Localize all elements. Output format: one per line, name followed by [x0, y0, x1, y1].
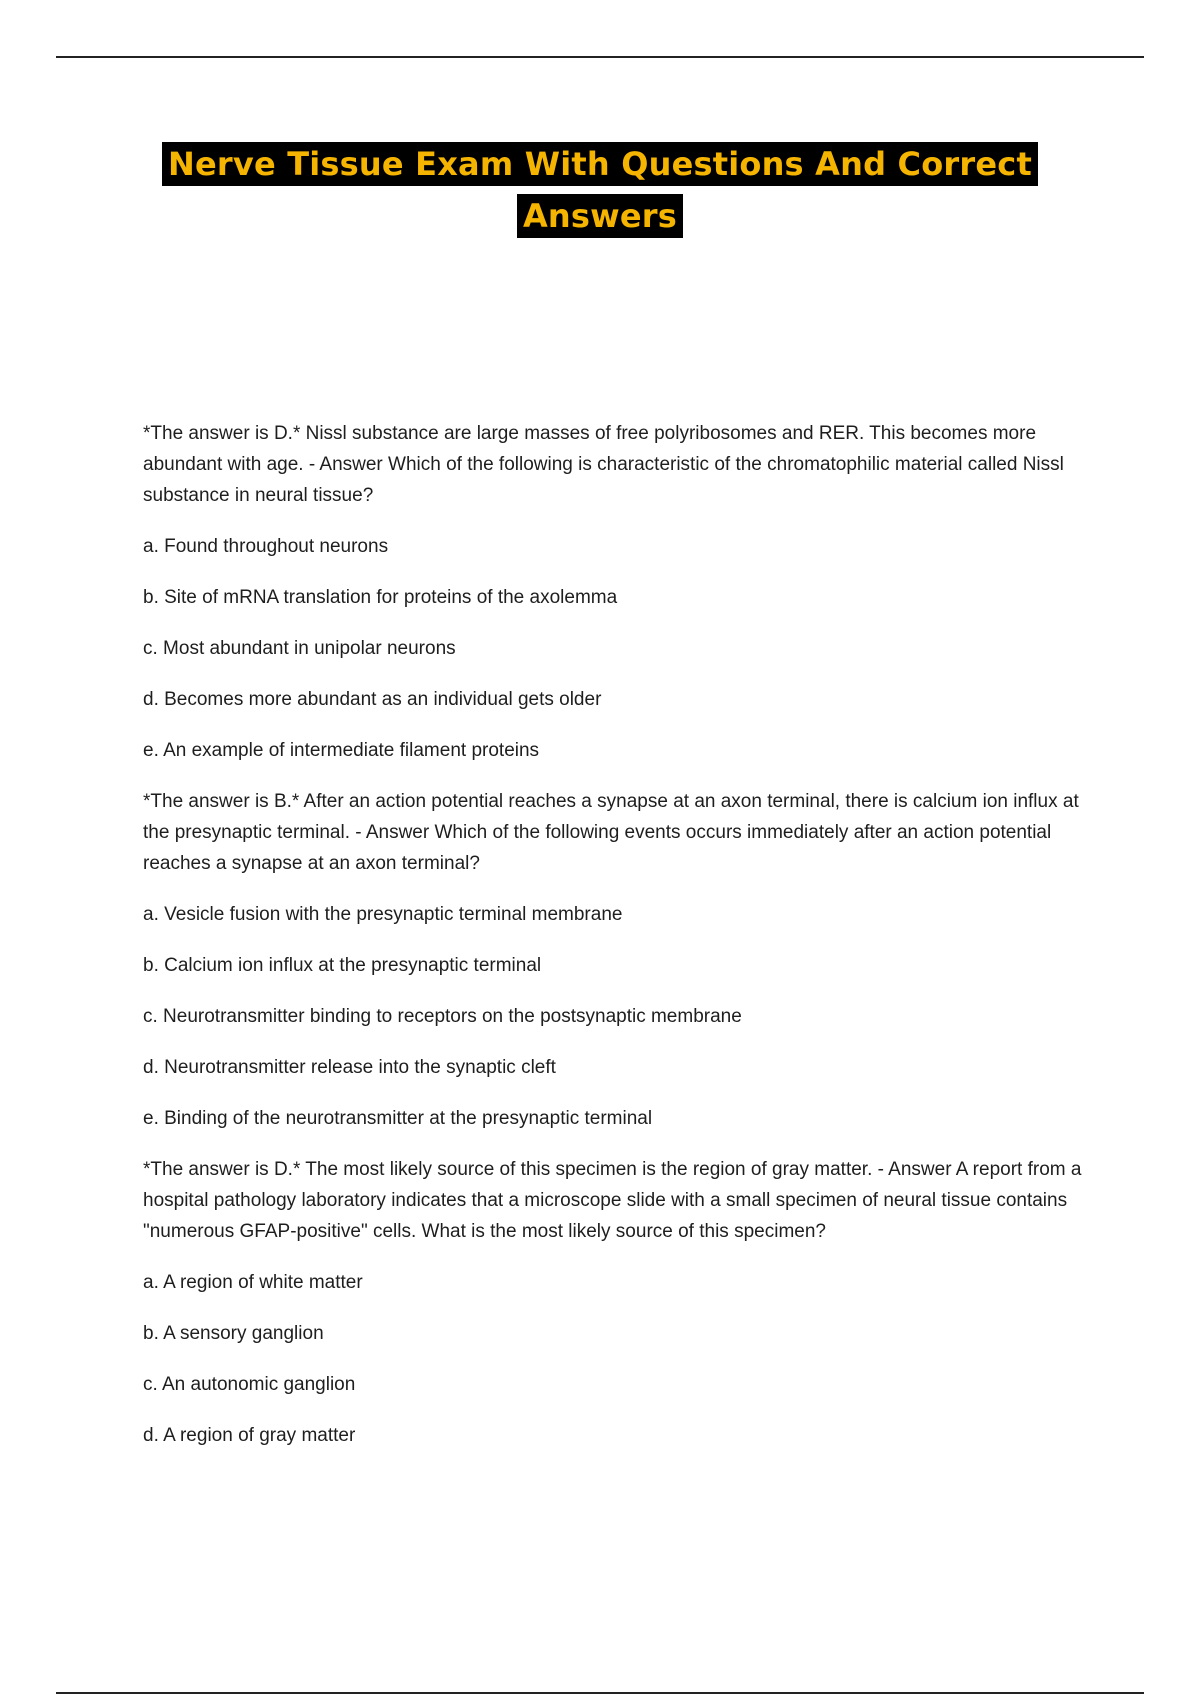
- answer-option: a. Vesicle fusion with the presynaptic terminal membrane: [143, 904, 623, 925]
- answer-option: b. Calcium ion influx at the presynaptic terminal: [143, 955, 542, 976]
- answer-option: c. Most abundant in unipolar neurons: [143, 638, 456, 659]
- answer-option: c. Neurotransmitter binding to receptors on the postsynaptic membrane: [143, 1006, 742, 1027]
- answer-option: e. An example of intermediate filament proteins: [143, 740, 540, 761]
- question-block-2: [143, 786, 1083, 1134]
- answer-option: d. Becomes more abundant as an individual gets older: [143, 689, 602, 710]
- answer-option: d. A region of gray matter: [143, 1425, 356, 1446]
- document-body: [143, 418, 1083, 1471]
- answer-option: b. Site of mRNA translation for proteins of the axolemma: [143, 587, 618, 608]
- answer-option: d. Neurotransmitter release into the synaptic cleft: [143, 1057, 556, 1078]
- top-rule: [56, 56, 1144, 58]
- title-line-1: Nerve Tissue Exam With Questions And Correct: [162, 142, 1038, 186]
- answer-option: b. A sensory ganglion: [143, 1323, 324, 1344]
- document-title: [0, 142, 1200, 238]
- question-text: *The answer is B.* After an action potential reaches a synapse at an axon terminal, there is calcium ion influx at the presynaptic terminal. - Answer Which of the following events occurs immediately after an action potential reaches a synapse at an axon terminal?: [143, 791, 1079, 874]
- answer-option: e. Binding of the neurotransmitter at the presynaptic terminal: [143, 1108, 653, 1129]
- title-line-2: Answers: [517, 194, 683, 238]
- question-text: *The answer is D.* Nissl substance are large masses of free polyribosomes and RER. This becomes more abundant with age. - Answer Which of the following is characteristic of the chromatophilic material called Nissl substance in neural tissue?: [143, 423, 1064, 506]
- bottom-rule: [56, 1692, 1144, 1694]
- question-block-1: [143, 418, 1083, 766]
- answer-option: a. A region of white matter: [143, 1272, 363, 1293]
- answer-option: a. Found throughout neurons: [143, 536, 389, 557]
- question-text: *The answer is D.* The most likely source of this specimen is the region of gray matter. - Answer A report from a hospital pathology laboratory indicates that a microscope slide with a small specimen of neural tissue contains "numerous GFAP-positive" cells. What is the most likely source of this specimen?: [143, 1159, 1082, 1242]
- question-block-3: [143, 1154, 1083, 1451]
- answer-option: c. An autonomic ganglion: [143, 1374, 356, 1395]
